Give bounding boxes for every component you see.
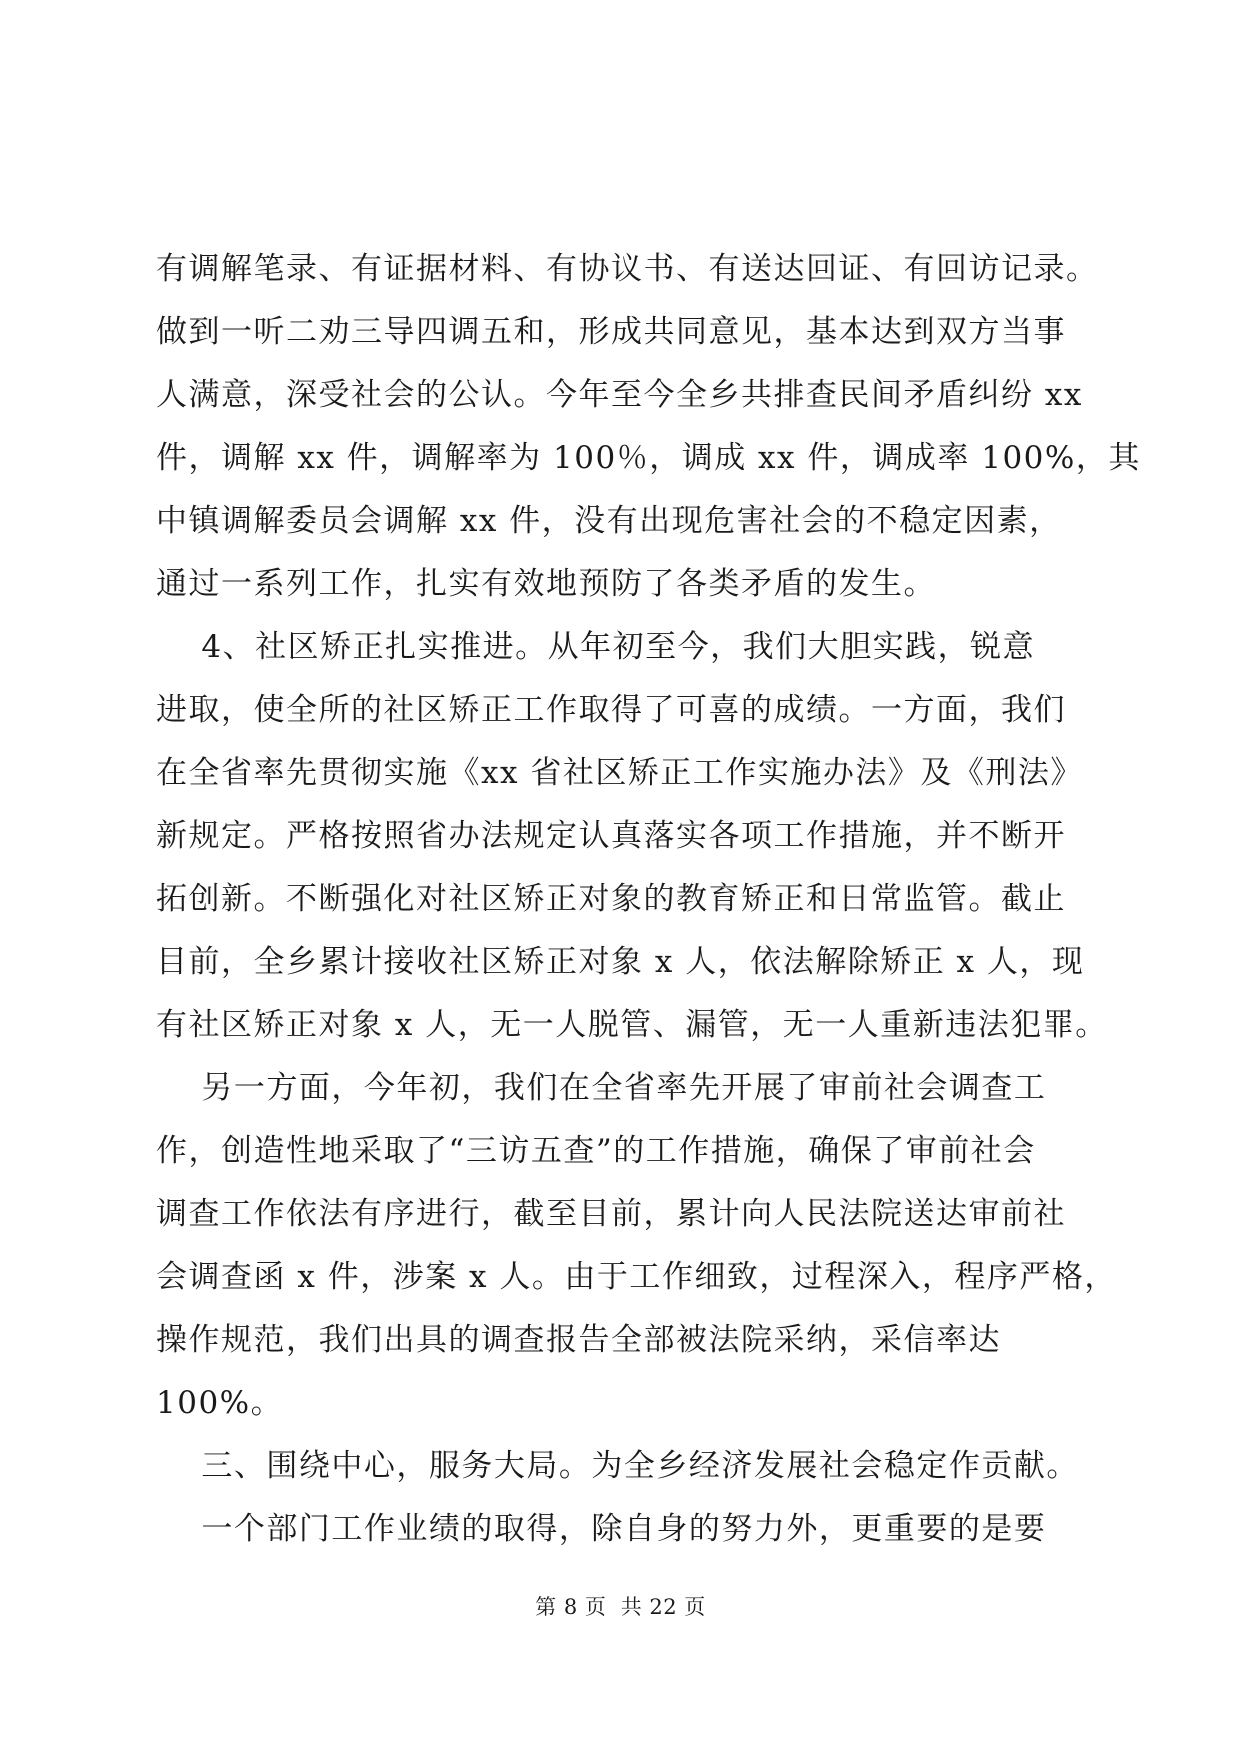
document-body xyxy=(156,238,1141,1561)
text-line: 操作规范，我们出具的调查报告全部被法院采纳，采信率达 xyxy=(156,1322,1001,1358)
text-line: 调查工作依法有序进行，截至目前，累计向人民法院送达审前社 xyxy=(156,1196,1066,1232)
text-line: 目前，全乡累计接收社区矫正对象 x 人，依法解除矫正 x 人，现 xyxy=(156,944,1085,980)
text-line: 中镇调解委员会调解 xx 件，没有出现危害社会的不稳定因素， xyxy=(156,503,1062,539)
text-line: 有社区矫正对象 x 人，无一人脱管、漏管，无一人重新违法犯罪。 xyxy=(156,1007,1108,1043)
text-line: 拓创新。不断强化对社区矫正对象的教育矫正和日常监管。截止 xyxy=(156,881,1066,917)
text-line: 一个部门工作业绩的取得，除自身的努力外，更重要的是要 xyxy=(156,1511,1047,1547)
text-line: 通过一系列工作，扎实有效地预防了各类矛盾的发生。 xyxy=(156,566,936,602)
text-line: 有调解笔录、有证据材料、有协议书、有送达回证、有回访记录。 xyxy=(156,251,1099,287)
text-line: 三、围绕中心，服务大局。为全乡经济发展社会稳定作贡献。 xyxy=(156,1448,1079,1484)
text-line: 件，调解 xx 件，调解率为 100％，调成 xx 件，调成率 100%，其 xyxy=(156,440,1141,476)
text-line: 做到一听二劝三导四调五和，形成共同意见，基本达到双方当事 xyxy=(156,314,1066,350)
text-line: 4、社区矫正扎实推进。从年初至今，我们大胆实践，锐意 xyxy=(156,629,1036,665)
text-line: 在全省率先贯彻实施《xx 省社区矫正工作实施办法》及《刑法》 xyxy=(156,755,1083,791)
page-number-footer: 第 8 页 共 22 页 xyxy=(535,1595,706,1619)
text-line: 进取，使全所的社区矫正工作取得了可喜的成绩。一方面，我们 xyxy=(156,692,1066,728)
text-line: 100%。 xyxy=(156,1385,284,1421)
text-line: 作，创造性地采取了“三访五查”的工作措施，确保了审前社会 xyxy=(156,1133,1036,1169)
text-line: 新规定。严格按照省办法规定认真落实各项工作措施，并不断开 xyxy=(156,818,1066,854)
text-line: 人满意，深受社会的公认。今年至今全乡共排查民间矛盾纠纷 xx xyxy=(156,377,1083,413)
text-line: 另一方面，今年初，我们在全省率先开展了审前社会调查工 xyxy=(156,1070,1047,1106)
text-line: 会调查函 x 件，涉案 x 人。由于工作细致，过程深入，程序严格， xyxy=(156,1259,1117,1295)
